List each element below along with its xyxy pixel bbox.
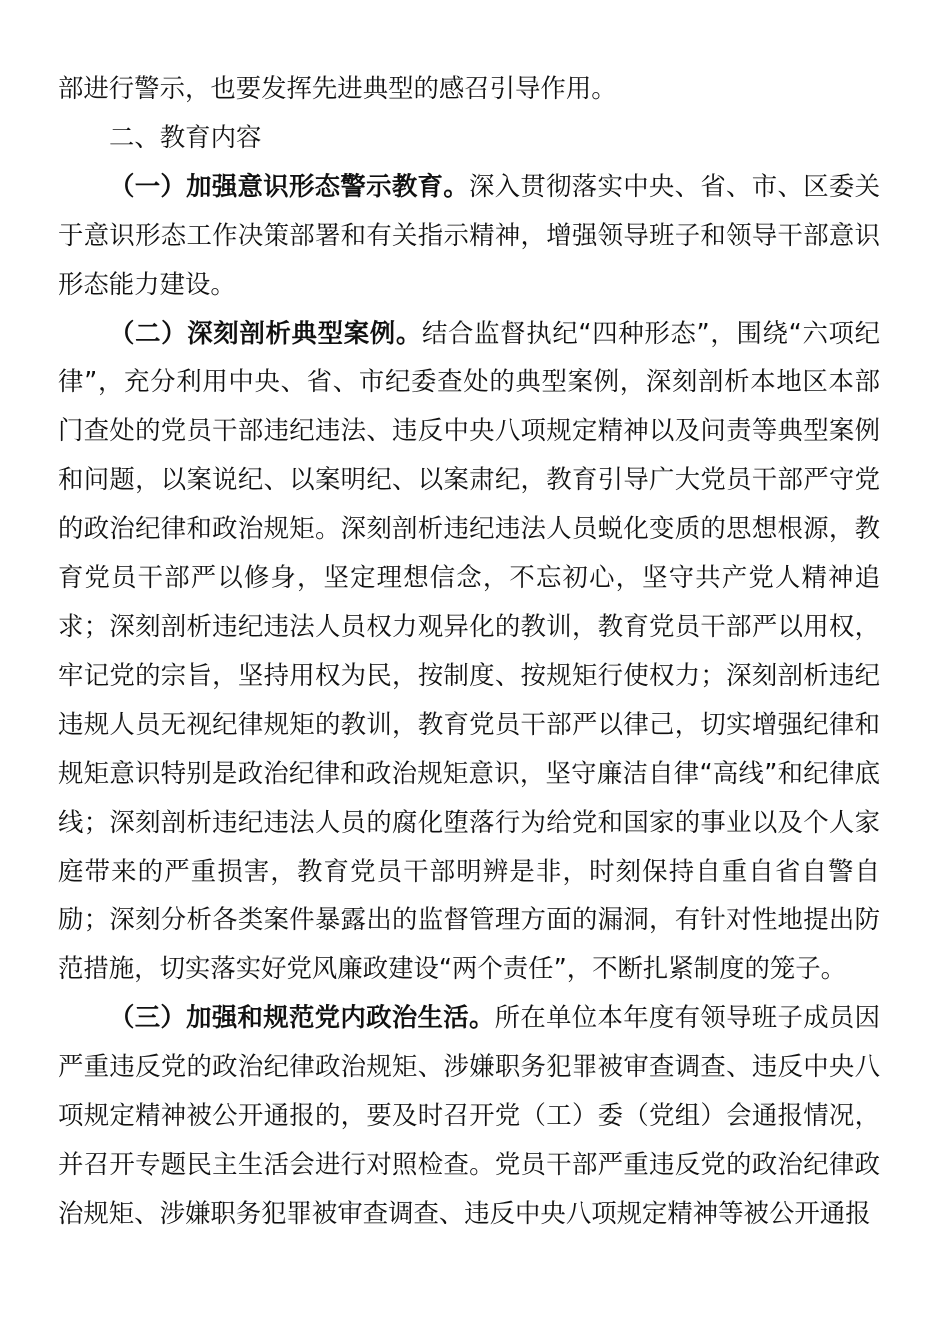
paragraph-party-political-life [58, 993, 880, 1238]
paragraph-text: 深入贯彻落实中央、省、市、区委关于意识形态工作决策部署和有关指示精神，增强领导班子和领导干部意识形态能力建设。 [58, 170, 881, 299]
paragraph-text: 所在单位本年度有领导班子成员因严重违反党的政治纪律政治规矩、涉嫌职务犯罪被审查调查、违反中央八项规定精神被公开通报的，要及时召开党（工）委（党组）会通报情况，并召开专题民主生活会进行对照检查。党员干部严重违反党的政治纪律政治规矩、涉嫌职务犯罪被审查调查、违反中央八项规定精神等被公开通报 [58, 1002, 881, 1228]
subheading-bold-lead: （二）深刻剖析典型案例。 [109, 317, 422, 348]
paragraph-continuation [58, 64, 880, 113]
paragraph-text: 结合监督执纪“四种形态”，围绕“六项纪律”，充分利用中央、省、市纪委查处的典型案例，深刻剖析本地区本部门查处的党员干部违纪违法、违反中央八项规定精神以及问责等典型案例和问题，以案说纪、以案明纪、以案肃纪，教育引导广大党员干部严守党的政治纪律和政治规矩。深刻剖析违纪违法人员蜕化变质的思想根源，教育党员干部严以修身，坚定理想信念，不忘初心，坚守共产党人精神追求；深刻剖析违纪违法人员权力观异化的教训，教育党员干部严以用权，牢记党的宗旨，坚持用权为民，按制度、按规矩行使权力；深刻剖析违纪违规人员无视纪律规矩的教训，教育党员干部严以律己，切实增强纪律和规矩意识特别是政治纪律和政治规矩意识，坚守廉洁自律“高线”和纪律底线；深刻剖析违纪违法人员的腐化堕落行为给党和国家的事业以及个人家庭带来的严重损害，教育党员干部明辨是非，时刻保持自重自省自警自励；深刻分析各类案件暴露出的监督管理方面的漏洞，有针对性地提出防范措施，切实落实好党风廉政建设“两个责任”，不断扎紧制度的笼子。 [58, 317, 881, 984]
paragraph-typical-cases [58, 309, 880, 994]
subheading-bold-lead: （三）加强和规范党内政治生活。 [109, 1002, 495, 1033]
document-body [58, 64, 880, 1238]
paragraph-text: 部进行警示，也要发挥先进典型的感召引导作用。 [58, 73, 617, 103]
paragraph-ideology-warning [58, 162, 880, 309]
subheading-bold-lead: （一）加强意识形态警示教育。 [109, 170, 469, 201]
section-heading-text: 二、教育内容 [109, 121, 262, 152]
section-heading-education-content [58, 113, 880, 162]
